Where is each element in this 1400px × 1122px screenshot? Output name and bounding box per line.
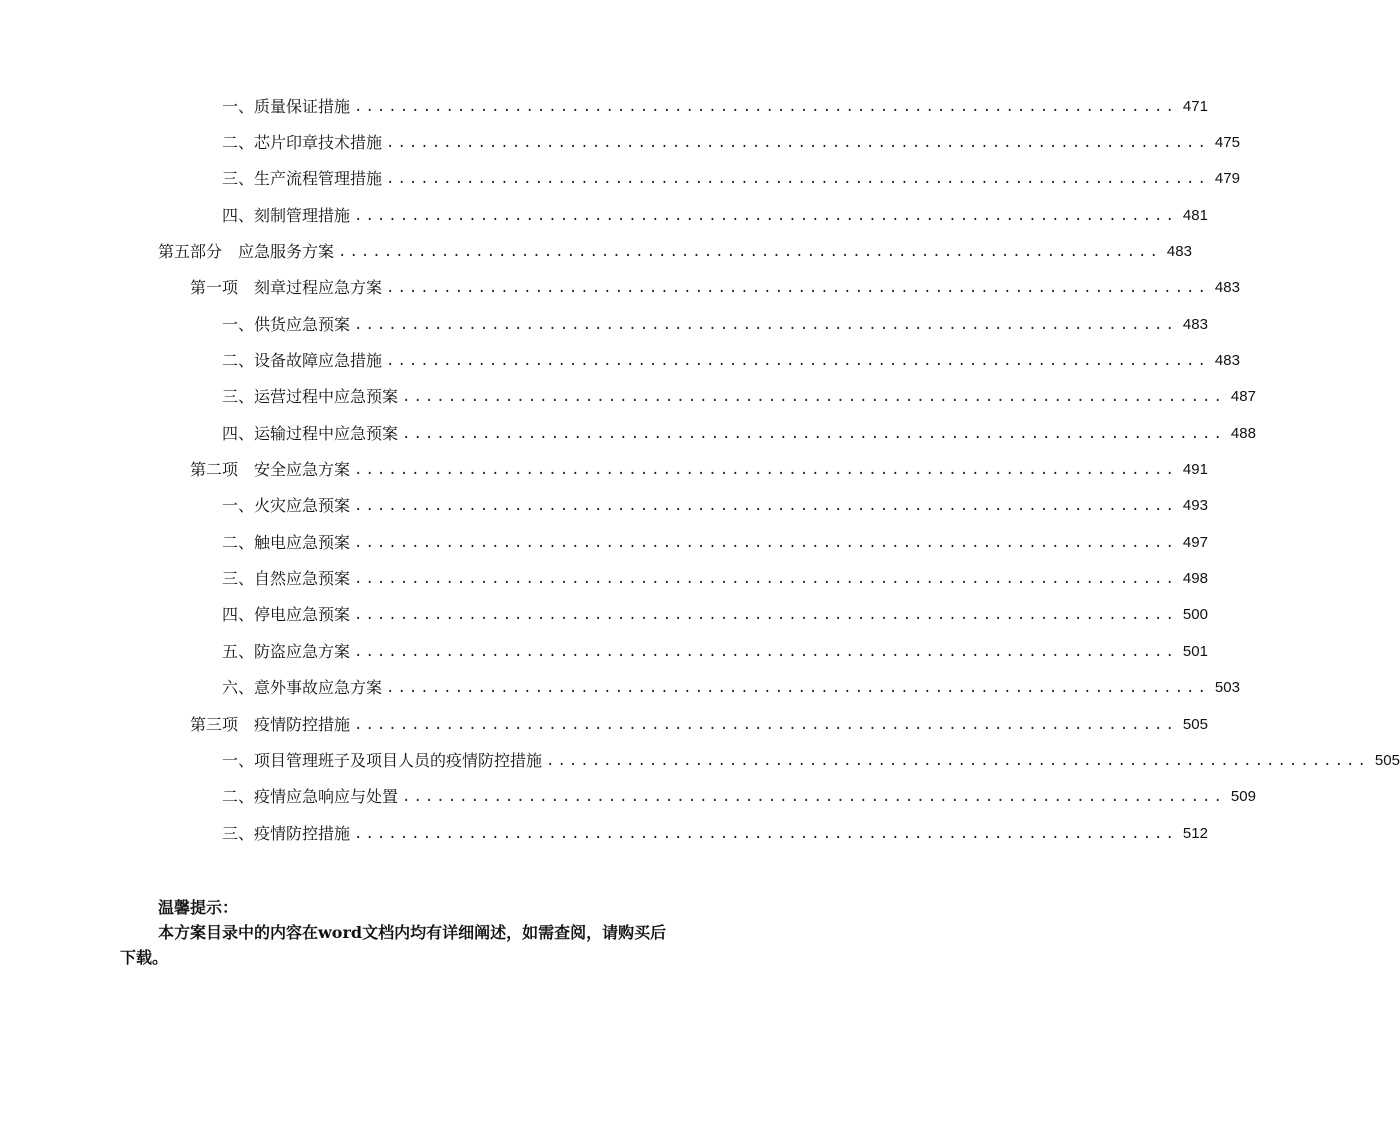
- notice-body: 本方案目录中的内容在word文档内均有详细阐述，如需查阅，请购买后下载。: [120, 923, 667, 967]
- toc-entry-page: 498: [1182, 570, 1208, 587]
- toc-entry-label: 第二项 安全应急方案: [190, 460, 351, 479]
- toc-dot-leader: ........................................................................: [386, 135, 1209, 151]
- toc-entry[interactable]: [222, 819, 1208, 849]
- toc-entry-label: 三、自然应急预案: [222, 569, 351, 588]
- toc-dot-leader: ........................................................................: [402, 789, 1225, 805]
- toc-entry-page: 501: [1182, 643, 1208, 660]
- toc-entry-page: 505: [1374, 752, 1400, 769]
- toc-entry-label: 三、生产流程管理措施: [222, 169, 383, 188]
- toc-entry-page: 500: [1182, 606, 1208, 623]
- toc-entry[interactable]: [222, 310, 1208, 340]
- toc-entry-label: 六、意外事故应急方案: [222, 678, 383, 697]
- toc-entry[interactable]: [158, 237, 1192, 267]
- toc-dot-leader: ........................................................................: [354, 208, 1177, 224]
- toc-entry-label: 第一项 刻章过程应急方案: [190, 278, 383, 297]
- toc-dot-leader: ........................................................................: [338, 244, 1161, 260]
- toc-dot-leader: ........................................................................: [354, 607, 1177, 623]
- toc-entry-label: 第三项 疫情防控措施: [190, 715, 351, 734]
- toc-entry-label: 四、运输过程中应急预案: [222, 424, 399, 443]
- toc-entry-label: 二、疫情应急响应与处置: [222, 787, 399, 806]
- toc-entry-label: 二、设备故障应急措施: [222, 351, 383, 370]
- toc-entry[interactable]: [190, 273, 1240, 303]
- toc-entry-label: 四、刻制管理措施: [222, 206, 351, 225]
- toc-entry-page: 483: [1166, 243, 1192, 260]
- toc-dot-leader: ........................................................................: [386, 280, 1209, 296]
- toc-dot-leader: ........................................................................: [354, 717, 1177, 733]
- toc-entry-page: 491: [1182, 461, 1208, 478]
- toc-entry[interactable]: [222, 201, 1208, 231]
- toc-dot-leader: ........................................................................: [354, 99, 1177, 115]
- toc-dot-leader: ........................................................................: [354, 571, 1177, 587]
- toc-entry-page: 509: [1230, 788, 1256, 805]
- toc-entry-label: 三、疫情防控措施: [222, 824, 351, 843]
- toc-entry[interactable]: [222, 164, 1240, 194]
- toc-entry-label: 五、防盗应急方案: [222, 642, 351, 661]
- toc-entry-label: 二、芯片印章技术措施: [222, 133, 383, 152]
- toc-entry-page: 483: [1214, 352, 1240, 369]
- toc-entry-page: 481: [1182, 207, 1208, 224]
- toc-entry[interactable]: [222, 382, 1256, 412]
- toc-entry-label: 一、供货应急预案: [222, 315, 351, 334]
- toc-entry[interactable]: [222, 491, 1208, 521]
- toc-entry[interactable]: [222, 346, 1240, 376]
- toc-entry-page: 475: [1214, 134, 1240, 151]
- toc-entry[interactable]: [222, 528, 1208, 558]
- toc-dot-leader: ........................................................................: [402, 389, 1225, 405]
- toc-entry[interactable]: [222, 419, 1256, 449]
- toc-dot-leader: ........................................................................: [402, 426, 1225, 442]
- toc-entry-page: 483: [1182, 316, 1208, 333]
- toc-entry-label: 第五部分 应急服务方案: [158, 242, 335, 261]
- toc-dot-leader: ........................................................................: [354, 498, 1177, 514]
- toc-entry[interactable]: [222, 564, 1208, 594]
- notice-title: 温馨提示：: [158, 898, 239, 917]
- toc-dot-leader: ........................................................................: [354, 644, 1177, 660]
- toc-entry[interactable]: [222, 782, 1256, 812]
- toc-entry[interactable]: [222, 92, 1208, 122]
- toc-entry-label: 三、运营过程中应急预案: [222, 387, 399, 406]
- toc-entry[interactable]: [222, 746, 1400, 776]
- toc-dot-leader: ........................................................................: [354, 317, 1177, 333]
- toc-dot-leader: ........................................................................: [386, 353, 1209, 369]
- toc-dot-leader: ........................................................................: [386, 680, 1209, 696]
- toc-dot-leader: ........................................................................: [354, 535, 1177, 551]
- toc-entry-page: 512: [1182, 825, 1208, 842]
- toc-dot-leader: ........................................................................: [354, 462, 1177, 478]
- toc-entry[interactable]: [190, 710, 1208, 740]
- toc-entry-label: 一、项目管理班子及项目人员的疫情防控措施: [222, 751, 543, 770]
- toc-entry-page: 493: [1182, 497, 1208, 514]
- toc-entry[interactable]: [222, 600, 1208, 630]
- toc-dot-leader: ........................................................................: [546, 753, 1369, 769]
- toc-entry[interactable]: [222, 673, 1240, 703]
- toc-entry-page: 505: [1182, 716, 1208, 733]
- toc-entry-label: 四、停电应急预案: [222, 605, 351, 624]
- toc-dot-leader: ........................................................................: [386, 171, 1209, 187]
- toc-entry[interactable]: [222, 128, 1240, 158]
- toc-entry-page: 471: [1182, 98, 1208, 115]
- toc-entry-page: 497: [1182, 534, 1208, 551]
- toc-entry-page: 503: [1214, 679, 1240, 696]
- toc-entry-page: 483: [1214, 279, 1240, 296]
- toc-entry[interactable]: [190, 455, 1208, 485]
- toc-entry[interactable]: [222, 637, 1208, 667]
- toc-entry-page: 479: [1214, 170, 1240, 187]
- toc-entry-label: 一、质量保证措施: [222, 97, 351, 116]
- toc-entry-label: 一、火灾应急预案: [222, 496, 351, 515]
- toc-entry-page: 488: [1230, 425, 1256, 442]
- toc-entry-label: 二、触电应急预案: [222, 533, 351, 552]
- toc-entry-page: 487: [1230, 388, 1256, 405]
- purchase-notice: [120, 895, 680, 970]
- toc-dot-leader: ........................................................................: [354, 826, 1177, 842]
